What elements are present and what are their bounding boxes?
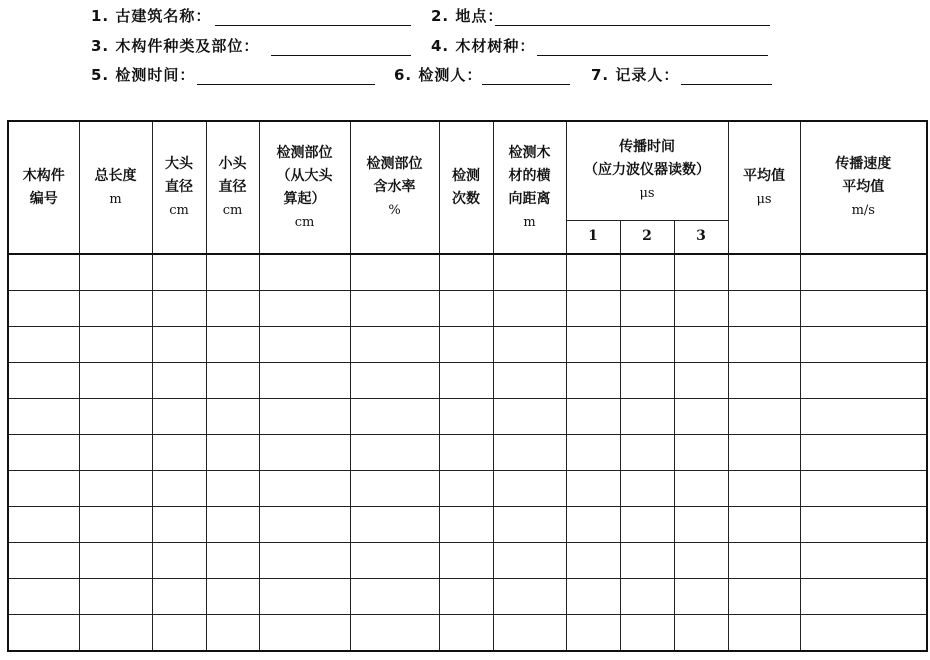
table-cell[interactable] [800,327,927,363]
table-cell[interactable] [259,471,350,507]
table-cell[interactable] [152,579,206,615]
table-row [8,471,927,507]
table-cell[interactable] [620,363,674,399]
table-cell[interactable] [493,291,566,327]
table-cell[interactable] [79,579,152,615]
table-cell[interactable] [728,507,800,543]
table-cell[interactable] [566,471,620,507]
table-cell[interactable] [8,435,79,471]
header-small-end-diameter: 小头 直径 cm [206,121,259,254]
table-cell[interactable] [674,579,728,615]
field-component-label: 3. 木构件种类及部位： [91,37,260,55]
header-test-count: 检测 次数 [439,121,493,254]
table-cell[interactable] [350,291,439,327]
table-cell[interactable] [439,507,493,543]
table-cell[interactable] [206,327,259,363]
table-cell[interactable] [620,471,674,507]
field-test-time-line[interactable] [197,84,375,85]
table-cell[interactable] [728,363,800,399]
table-cell[interactable] [350,471,439,507]
table-cell[interactable] [566,543,620,579]
table-row [8,435,927,471]
table-row [8,399,927,435]
table-cell[interactable] [674,435,728,471]
table-cell[interactable] [259,507,350,543]
table-cell[interactable] [152,399,206,435]
table-cell[interactable] [439,363,493,399]
table-cell[interactable] [206,471,259,507]
table-cell[interactable] [350,254,439,291]
table-cell[interactable] [206,543,259,579]
table-cell[interactable] [566,507,620,543]
table-cell[interactable] [674,543,728,579]
table-cell[interactable] [350,507,439,543]
header-speed-average: 传播速度 平均值 m/s [800,121,927,254]
table-cell[interactable] [8,543,79,579]
table-cell[interactable] [439,291,493,327]
header-time-reading-1: 1 [566,220,620,254]
table-row [8,615,927,652]
header-total-length: 总长度 m [79,121,152,254]
field-location-label: 2. 地点： [431,7,504,25]
table-cell[interactable] [152,471,206,507]
table-cell[interactable] [206,435,259,471]
table-cell[interactable] [206,579,259,615]
table-cell[interactable] [259,399,350,435]
table-cell[interactable] [800,579,927,615]
header-transverse-distance: 检测木 材的横 向距离 m [493,121,566,254]
table-cell[interactable] [206,363,259,399]
table-cell[interactable] [259,435,350,471]
field-location-line[interactable] [495,25,770,26]
table-cell[interactable] [206,507,259,543]
table-cell[interactable] [152,435,206,471]
table-cell[interactable] [79,471,152,507]
table-cell[interactable] [152,291,206,327]
table-cell[interactable] [152,615,206,652]
record-table [7,120,928,652]
field-test-time-label: 5. 检测时间： [91,66,196,84]
table-cell[interactable] [800,254,927,291]
table-cell[interactable] [8,254,79,291]
table-cell[interactable] [493,399,566,435]
table-cell[interactable] [259,254,350,291]
table-cell[interactable] [566,363,620,399]
table-cell[interactable] [674,507,728,543]
table-cell[interactable] [206,291,259,327]
table-cell[interactable] [674,615,728,652]
table-row [8,543,927,579]
table-row [8,327,927,363]
table-cell[interactable] [566,615,620,652]
table-cell[interactable] [350,327,439,363]
table-cell[interactable] [350,363,439,399]
table-cell[interactable] [350,435,439,471]
table-cell[interactable] [152,363,206,399]
table-cell[interactable] [493,254,566,291]
table-row [8,254,927,291]
table-cell[interactable] [79,507,152,543]
table-cell[interactable] [152,327,206,363]
table-cell[interactable] [8,399,79,435]
table-cell[interactable] [800,615,927,652]
table-cell[interactable] [79,543,152,579]
table-cell[interactable] [620,579,674,615]
table-cell[interactable] [493,471,566,507]
table-cell[interactable] [674,327,728,363]
table-cell[interactable] [79,615,152,652]
table-cell[interactable] [439,254,493,291]
table-cell[interactable] [674,471,728,507]
field-wood-species-label: 4. 木材树种： [431,37,536,55]
header-propagation-time: 传播时间 （应力波仪器读数） μs [566,121,728,220]
table-cell[interactable] [259,363,350,399]
table-cell[interactable] [728,471,800,507]
table-cell[interactable] [620,615,674,652]
table-row [8,291,927,327]
table-cell[interactable] [493,579,566,615]
header-time-reading-3: 3 [674,220,728,254]
table-row [8,507,927,543]
table-cell[interactable] [259,543,350,579]
field-building-name-line[interactable] [215,25,411,26]
table-cell[interactable] [439,579,493,615]
table-cell[interactable] [439,327,493,363]
table-cell[interactable] [566,254,620,291]
table-cell[interactable] [206,254,259,291]
table-cell[interactable] [800,291,927,327]
table-cell[interactable] [439,435,493,471]
field-wood-species-line[interactable] [537,55,768,56]
header-test-position: 检测部位 （从大头 算起） cm [259,121,350,254]
table-cell[interactable] [674,399,728,435]
header-average: 平均值 μs [728,121,800,254]
table-cell[interactable] [728,291,800,327]
field-recorder-line[interactable] [681,84,772,85]
table-cell[interactable] [800,363,927,399]
table-cell[interactable] [493,543,566,579]
field-recorder-label: 7. 记录人： [591,66,680,84]
table-cell[interactable] [800,471,927,507]
table-cell[interactable] [493,327,566,363]
table-cell[interactable] [8,507,79,543]
table-cell[interactable] [259,327,350,363]
table-cell[interactable] [493,507,566,543]
table-cell[interactable] [728,543,800,579]
table-cell[interactable] [800,435,927,471]
table-cell[interactable] [8,579,79,615]
table-cell[interactable] [79,435,152,471]
table-cell[interactable] [152,543,206,579]
table-cell[interactable] [8,363,79,399]
table-cell[interactable] [566,399,620,435]
table-cell[interactable] [350,615,439,652]
table-cell[interactable] [800,399,927,435]
table-cell[interactable] [674,254,728,291]
table-cell[interactable] [728,435,800,471]
table-cell[interactable] [350,399,439,435]
field-component-line[interactable] [271,55,411,56]
table-cell[interactable] [206,399,259,435]
table-cell[interactable] [8,291,79,327]
table-cell[interactable] [566,579,620,615]
table-cell[interactable] [8,615,79,652]
table-cell[interactable] [79,399,152,435]
field-tester-line[interactable] [482,84,570,85]
table-cell[interactable] [259,615,350,652]
table-cell[interactable] [439,615,493,652]
table-cell[interactable] [800,543,927,579]
field-tester-label: 6. 检测人： [394,66,483,84]
table-cell[interactable] [620,543,674,579]
table-cell[interactable] [152,507,206,543]
table-cell[interactable] [566,327,620,363]
table-cell[interactable] [728,327,800,363]
header-moisture-content: 检测部位 含水率 % [350,121,439,254]
table-cell[interactable] [620,327,674,363]
record-table-body [8,254,927,651]
table-cell[interactable] [79,254,152,291]
table-cell[interactable] [728,615,800,652]
table-cell[interactable] [620,435,674,471]
table-cell[interactable] [8,471,79,507]
table-cell[interactable] [350,579,439,615]
header-big-end-diameter: 大头 直径 cm [152,121,206,254]
table-cell[interactable] [620,254,674,291]
header-time-reading-2: 2 [620,220,674,254]
table-row [8,363,927,399]
table-cell[interactable] [493,363,566,399]
table-cell[interactable] [728,254,800,291]
table-cell[interactable] [493,435,566,471]
field-building-name-label: 1. 古建筑名称： [91,7,212,25]
table-cell[interactable] [620,291,674,327]
table-cell[interactable] [439,543,493,579]
table-cell[interactable] [620,399,674,435]
table-cell[interactable] [79,327,152,363]
table-cell[interactable] [800,507,927,543]
table-cell[interactable] [674,291,728,327]
header-component-id: 木构件 编号 [8,121,79,254]
table-cell[interactable] [79,363,152,399]
table-cell[interactable] [566,435,620,471]
table-cell[interactable] [566,291,620,327]
table-row [8,579,927,615]
table-cell[interactable] [728,399,800,435]
table-cell[interactable] [439,471,493,507]
table-cell[interactable] [620,507,674,543]
table-cell[interactable] [728,579,800,615]
table-cell[interactable] [493,615,566,652]
table-cell[interactable] [8,327,79,363]
table-cell[interactable] [79,291,152,327]
table-cell[interactable] [439,399,493,435]
table-cell[interactable] [259,291,350,327]
table-cell[interactable] [206,615,259,652]
table-cell[interactable] [674,363,728,399]
table-cell[interactable] [350,543,439,579]
table-cell[interactable] [259,579,350,615]
table-cell[interactable] [152,254,206,291]
